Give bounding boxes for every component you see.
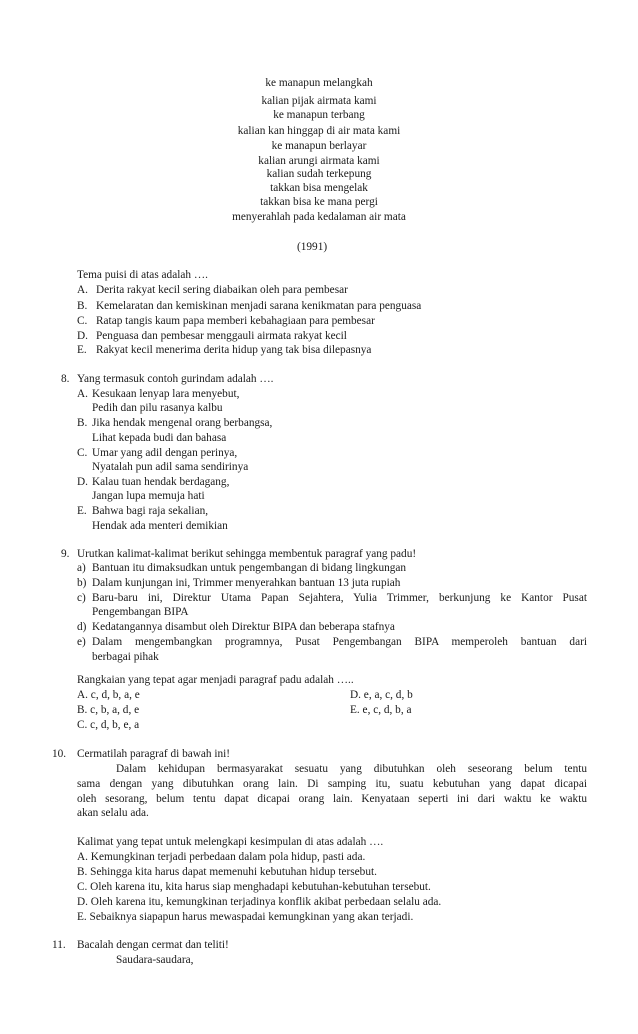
q8-option-line: Hendak ada menteri demikian — [92, 520, 228, 532]
q9-sentence-text: Kedatangannya disambut oleh Direktur BIPA dan beberapa stafnya — [92, 621, 395, 633]
q7-stem: Tema puisi di atas adalah …. — [77, 269, 208, 281]
q10-question: Kalimat yang tepat untuk melengkapi kesimpulan di atas adalah …. — [77, 836, 384, 848]
poem-line: kalian arungi airmata kami — [258, 155, 380, 167]
q7-option-letter: A. — [77, 284, 88, 296]
poem-line: menyerahlah pada kedalaman air mata — [232, 211, 406, 223]
q9-sentence-text: Bantuan itu dimaksudkan untuk pengembangan di bidang lingkungan — [92, 562, 407, 574]
q7-option-letter: D. — [77, 330, 88, 342]
q9-sentence-text: Baru-baru ini, Direktur Utama Papan Sejahtera, Yulia Trimmer, berkunjung ke Kantor Pusat — [92, 592, 587, 604]
poem-line: kalian pijak airmata kami — [261, 95, 377, 107]
poem-line: takkan bisa ke mana pergi — [260, 196, 378, 208]
q9-option: A. c, d, b, a, e — [77, 689, 140, 701]
q8-number: 8. — [61, 373, 70, 385]
q9-option: E. e, c, d, b, a — [350, 704, 412, 716]
q8-option-letter: E. — [77, 505, 87, 517]
q7-option-letter: B. — [77, 300, 88, 312]
q10-paragraph-line: sama dengan yang dibutuhkan orang lain. Di samping itu, suatu kebutuhan yang dapat dicapai — [77, 778, 587, 790]
q9-sentence-label: c) — [77, 592, 86, 604]
q8-option-letter: A. — [77, 388, 88, 400]
q8-option-line: Jangan lupa memuja hati — [92, 490, 205, 502]
poem-line: ke manapun terbang — [273, 109, 365, 121]
q9-option: D. e, a, c, d, b — [350, 689, 413, 701]
q8-option-letter: D. — [77, 476, 88, 488]
q8-option-line: Bahwa bagi raja sekalian, — [92, 505, 209, 517]
q7-option-text: Derita rakyat kecil sering diabaikan oleh para pembesar — [96, 284, 348, 296]
q10-stem: Cermatilah paragraf di bawah ini! — [77, 748, 231, 760]
q7-option-text: Ratap tangis kaum papa memberi kebahagiaan para pembesar — [96, 315, 375, 327]
q8-option-letter: B. — [77, 417, 88, 429]
poem-line: kalian sudah terkepung — [266, 168, 372, 180]
q9-sentence-text: Dalam kunjungan ini, Trimmer menyerahkan bantuan 13 juta rupiah — [92, 577, 401, 589]
q8-option-line: Kalau tuan hendak berdagang, — [92, 476, 230, 488]
q8-option-line: Kesukaan lenyap lara menyebut, — [92, 388, 240, 400]
poem-line: ke manapun melangkah — [265, 77, 373, 89]
q11-stem: Bacalah dengan cermat dan teliti! — [77, 939, 229, 951]
q9-sentence-label: e) — [77, 636, 86, 648]
q10-paragraph-line: akan selalu ada. — [77, 807, 149, 819]
q10-option: B. Sehingga kita harus dapat memenuhi kebutuhan hidup tersebut. — [77, 866, 377, 878]
q10-option: D. Oleh karena itu, kemungkinan terjadinya konflik akibat perbedaan selalu ada. — [77, 896, 442, 908]
q9-sentence-text: berbagai pihak — [92, 651, 159, 663]
q9-question: Rangkaian yang tepat agar menjadi paragraf padu adalah ….. — [77, 674, 354, 686]
q10-option: A. Kemungkinan terjadi perbedaan dalam pola hidup, pasti ada. — [77, 851, 366, 863]
q9-stem: Urutkan kalimat-kalimat berikut sehingga membentuk paragraf yang padu! — [77, 548, 417, 560]
q9-option: B. c, b, a, d, e — [77, 704, 140, 716]
q8-stem: Yang termasuk contoh gurindam adalah …. — [77, 373, 274, 385]
q7-option-letter: E. — [77, 344, 87, 356]
poem-line: takkan bisa mengelak — [270, 182, 368, 194]
q10-number: 10. — [52, 748, 67, 760]
q10-option: C. Oleh karena itu, kita harus siap menghadapi kebutuhan-kebutuhan tersebut. — [77, 881, 431, 893]
poem-line: kalian kan hinggap di air mata kami — [237, 125, 401, 137]
q10-option: E. Sebaiknya siapapun harus mewaspadai kemungkinan yang akan terjadi. — [77, 911, 414, 923]
q8-option-line: Umar yang adil dengan perinya, — [92, 447, 238, 459]
q9-number: 9. — [61, 548, 70, 560]
q9-option: C. c, d, b, e, a — [77, 719, 140, 731]
q7-option-text: Penguasa dan pembesar menggauli airmata rakyat kecil — [96, 330, 347, 342]
q7-option-text: Kemelaratan dan kemiskinan menjadi sarana kenikmatan para penguasa — [96, 300, 422, 312]
q8-option-line: Lihat kepada budi dan bahasa — [92, 432, 227, 444]
q7-option-text: Rakyat kecil menerima derita hidup yang tak bisa dilepasnya — [96, 344, 372, 356]
q9-sentence-label: b) — [77, 577, 87, 589]
q11-number: 11. — [52, 939, 66, 951]
poem-year: (1991) — [297, 241, 328, 253]
q10-paragraph-line: oleh sesorang, belum tentu dapat dicapai orang lain. Kenyataan seperti ini dari waktu ke waktu — [77, 793, 587, 805]
q9-sentence-text: Pengembangan BIPA — [92, 606, 189, 618]
q8-option-line: Jika hendak mengenal orang berbangsa, — [92, 417, 273, 429]
q11-greeting: Saudara-saudara, — [116, 954, 194, 966]
q10-paragraph-line: Dalam kehidupan bermasyarakat sesuatu yang dibutuhkan oleh seseorang belum tentu — [116, 763, 587, 775]
q9-sentence-label: d) — [77, 621, 87, 633]
q7-option-letter: C. — [77, 315, 88, 327]
q8-option-letter: C. — [77, 447, 88, 459]
q8-option-line: Nyatalah pun adil sama sendirinya — [92, 461, 249, 473]
q9-sentence-text: Dalam mengembangkan programnya, Pusat Pengembangan BIPA memperoleh bantuan dari — [92, 636, 587, 648]
q9-sentence-label: a) — [77, 562, 86, 574]
poem-line: ke manapun berlayar — [271, 140, 367, 152]
q8-option-line: Pedih dan pilu rasanya kalbu — [92, 402, 223, 414]
